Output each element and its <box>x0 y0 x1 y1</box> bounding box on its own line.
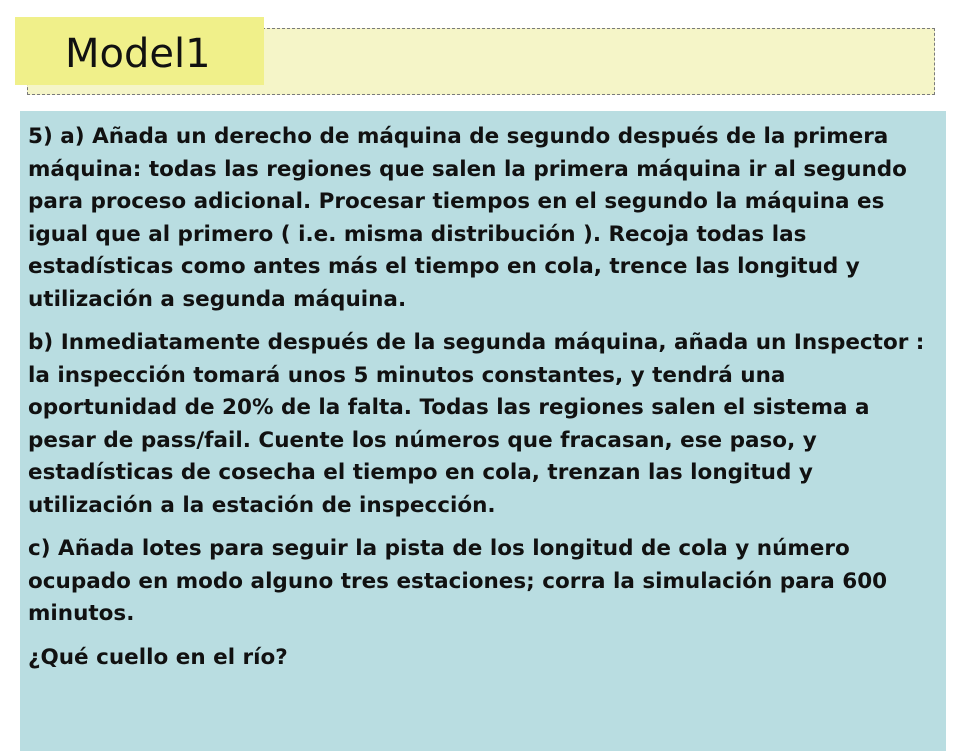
paragraph-a: 5) a) Añada un derecho de máquina de segundo después de la primera máquina: todas las regiones que salen la primera máquina ir al segundo para proceso adicional. Procesar tiempos en el segundo la máquina es igual que al primero ( i.e. misma distribución ). Recoja todas las estadísticas como antes más el tiempo en cola, trence las longitud y utilización a segunda máquina. <box>28 124 907 312</box>
paragraph-question: ¿Qué cuello en el río? <box>28 644 288 670</box>
slide-title: Model1 <box>65 31 211 77</box>
paragraph-c: c) Añada lotes para seguir la pista de los longitud de cola y número ocupado en modo alguno tres estaciones; corra la simulación para 600 minutos. <box>28 536 888 626</box>
title-box <box>15 17 264 85</box>
content-panel <box>20 111 946 751</box>
paragraph-b: b) Inmediatamente después de la segunda máquina, añada un Inspector : la inspección tomará unos 5 minutos constantes, y tendrá una oportunidad de 20% de la falta. Todas las regiones salen el sistema a pesar de pass/fail. Cuente los números que fracasan, ese paso, y estadísticas de cosecha el tiempo en cola, trenzan las longitud y utilización a la estación de inspección. <box>28 330 925 518</box>
